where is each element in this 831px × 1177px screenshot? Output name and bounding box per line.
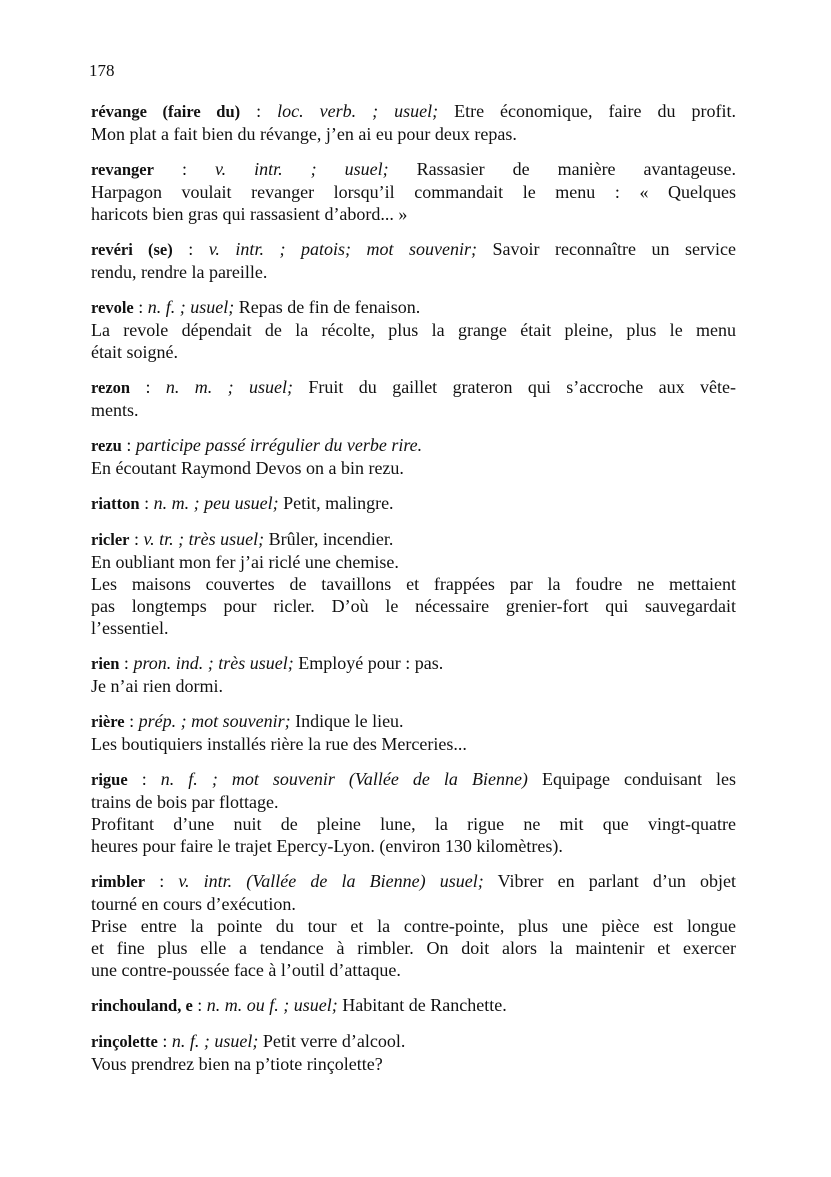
headword-separator: : [124,711,139,731]
entry-text-line: une contre-poussée face à l’outil d’attaque. [91,960,401,980]
headword-separator: : [145,871,179,891]
entry-first-line [91,710,736,733]
entry-text-line: La revole dépendait de la récolte, plus la grange était pleine, plus le menu [91,320,736,340]
dictionary-entry [91,994,736,1017]
grammar-label: pron. ind. ; très usuel; [133,653,294,673]
headword: revole [91,298,134,317]
entry-text-line: et fine plus elle a tendance à rimbler. On doit alors la maintenir et exercer [91,938,736,958]
entry-first-line [91,296,736,319]
grammar-label: n. f. ; mot souvenir (Vallée de la Bienne) [160,769,528,789]
dictionary-entry [91,158,736,225]
dictionary-entry [91,238,736,283]
grammar-label: n. m. ; usuel; [165,377,294,397]
entry-first-line [91,158,736,181]
dictionary-entry [91,528,736,639]
headword: rezon [91,378,131,397]
definition: Vibrer en parlant d’un objet [483,871,736,891]
headword-separator: : [240,101,278,121]
grammar-label: n. m. ; peu usuel; [153,493,279,513]
headword: riatton [91,494,140,513]
definition: Fruit du gaillet grateron qui s’accroche aux vête- [293,377,736,397]
grammar-label: participe passé irrégulier du verbe rire. [135,435,423,455]
entry-first-line [91,100,736,123]
dictionary-entry [91,100,736,145]
entry-first-line [91,528,736,551]
definition: Petit, malingre. [278,493,394,513]
entry-text-line: Profitant d’une nuit de pleine lune, la rigue ne mit que vingt-quatre [91,814,736,834]
definition: Repas de fin de fenaison. [234,297,421,317]
dictionary-entry [91,376,736,421]
headword-separator: : [133,297,148,317]
page-number: 178 [89,61,115,80]
entry-text-line: l’essentiel. [91,618,169,638]
entry-first-line [91,652,736,675]
definition: Petit verre d’alcool. [258,1031,406,1051]
headword: rien [91,654,120,673]
headword-separator: : [119,653,134,673]
entry-text-line: trains de bois par flottage. [91,792,279,812]
headword: ricler [91,530,130,549]
definition: Habitant de Ranchette. [337,995,507,1015]
entry-text-line: tourné en cours d’exécution. [91,894,296,914]
entry-first-line [91,1030,736,1053]
headword: rimbler [91,872,146,891]
dictionary-page [91,60,736,1088]
dictionary-entry [91,434,736,479]
headword-separator: : [172,239,209,259]
entry-text-line: Les boutiquiers installés rière la rue des Merceries... [91,734,467,754]
entry-first-line [91,870,736,893]
entry-first-line [91,492,736,515]
definition: Etre économique, faire du profit. [438,101,736,121]
grammar-label: v. intr. ; patois; mot souvenir; [208,239,477,259]
grammar-label: n. f. ; usuel; [147,297,235,317]
headword-separator: : [153,159,215,179]
entry-first-line [91,434,736,457]
entry-text-line: Prise entre la pointe du tour et la contre-pointe, plus une pièce est longue [91,916,736,936]
entry-text-line: Je n’ai rien dormi. [91,676,223,696]
entry-first-line [91,376,736,399]
grammar-label: v. tr. ; très usuel; [143,529,265,549]
headword-separator: : [127,769,161,789]
entry-text-line: heures pour faire le trajet Epercy-Lyon. (environ 130 kilomètres). [91,836,563,856]
headword-separator: : [192,995,207,1015]
entry-text-line: Mon plat a fait bien du révange, j’en ai eu pour deux repas. [91,124,517,144]
headword-separator: : [129,529,144,549]
entry-text-line: rendu, rendre la pareille. [91,262,268,282]
entry-text-line: ments. [91,400,139,420]
entry-first-line [91,768,736,791]
dictionary-entry [91,710,736,755]
headword: revanger [91,160,154,179]
definition: Equipage conduisant les [527,769,736,789]
headword-separator: : [121,435,136,455]
entry-text-line: Harpagon voulait revanger lorsqu’il commandait le menu : « Quelques [91,182,736,202]
headword-separator: : [157,1031,172,1051]
grammar-label: n. f. ; usuel; [171,1031,259,1051]
definition: Savoir reconnaître un service [477,239,736,259]
entry-text-line: Les maisons couvertes de tavaillons et frappées par la foudre ne mettaient [91,574,736,594]
definition: Rassasier de manière avantageuse. [388,159,736,179]
dictionary-entry [91,652,736,697]
entry-text-line: haricots bien gras qui rassasient d’abord... » [91,204,408,224]
headword: rière [91,712,125,731]
grammar-label: n. m. ou f. ; usuel; [206,995,338,1015]
definition: Indique le lieu. [290,711,404,731]
definition: Brûler, incendier. [264,529,394,549]
definition: Employé pour : pas. [293,653,444,673]
headword: rinçolette [91,1032,158,1051]
grammar-label: v. intr. (Vallée de la Bienne) usuel; [178,871,484,891]
entry-first-line [91,238,736,261]
headword: rigue [91,770,128,789]
dictionary-entry [91,870,736,981]
entry-first-line [91,994,736,1017]
dictionary-entry [91,492,736,515]
dictionary-entry [91,296,736,363]
entry-text-line: pas longtemps pour ricler. D’où le nécessaire grenier-fort qui sauvegardait [91,596,736,616]
headword-separator: : [139,493,154,513]
dictionary-entry [91,1030,736,1075]
entry-text-line: En oubliant mon fer j’ai riclé une chemise. [91,552,399,572]
dictionary-entry [91,768,736,857]
entry-text-line: En écoutant Raymond Devos on a bin rezu. [91,458,404,478]
headword: rinchouland, e [91,996,193,1015]
entry-list [91,100,736,1075]
headword-separator: : [130,377,166,397]
entry-text-line: était soigné. [91,342,178,362]
grammar-label: prép. ; mot souvenir; [138,711,291,731]
grammar-label: v. intr. ; usuel; [214,159,389,179]
headword: rezu [91,436,122,455]
headword: révange (faire du) [91,102,241,121]
grammar-label: loc. verb. ; usuel; [277,101,439,121]
headword: revéri (se) [91,240,173,259]
entry-text-line: Vous prendrez bien na p’tiote rinçolette? [91,1054,383,1074]
